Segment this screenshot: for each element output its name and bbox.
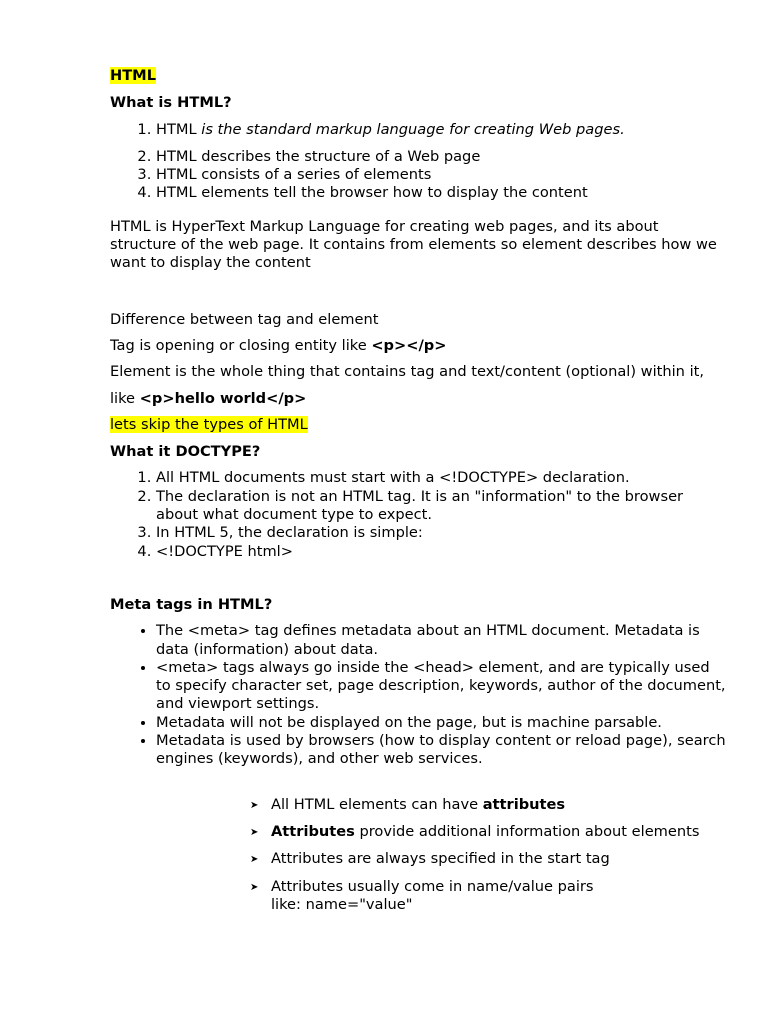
- like-example-line: [110, 390, 728, 408]
- tag-definition-line: [110, 337, 728, 355]
- list-item-text: Attributes usually come in name/value pairs: [271, 877, 594, 895]
- skip-note-text: lets skip the types of HTML: [110, 415, 308, 433]
- list-item: [156, 121, 728, 139]
- list-item: 4. HTML elements tell the browser how to display the content: [156, 184, 728, 202]
- list-item: [246, 878, 728, 915]
- list-item-text: provide additional information about elements: [354, 822, 700, 840]
- list-item: 2. The declaration is not an HTML tag. It is an "information" to the browser about what document type to expect.: [156, 488, 728, 525]
- difference-heading: Difference between tag and element: [110, 310, 379, 328]
- list-item: • <meta> tags always go inside the <head> element, and are typically used to specify character set, page description, keywords, author of the document, and viewport settings.: [156, 659, 728, 714]
- list-item: [246, 823, 728, 841]
- arrow-bullet-icon: ➤: [250, 881, 259, 893]
- meta-tags-heading: Meta tags in HTML?: [110, 595, 273, 613]
- meta-tags-list: [110, 622, 728, 768]
- element-code: <p>hello world</p>: [139, 389, 307, 407]
- list-item: 1. All HTML documents must start with a <!DOCTYPE> declaration.: [156, 469, 728, 487]
- summary-paragraph: HTML is HyperText Markup Language for creating web pages, and its about structure of the web page. It contains from elements so element describes how we want to display the content: [110, 217, 717, 272]
- arrow-bullet-icon: ➤: [250, 799, 259, 811]
- list-item: [246, 850, 728, 868]
- what-is-html-list: [110, 121, 728, 203]
- tag-code: <p></p>: [371, 336, 447, 354]
- doctype-list: [110, 469, 728, 560]
- element-definition-line: Element is the whole thing that contains tag and text/content (optional) within it,: [110, 363, 704, 381]
- list-item-text: HTML: [156, 120, 197, 138]
- list-item-bold: attributes: [482, 795, 566, 813]
- list-item-text: All HTML elements can have: [271, 795, 483, 813]
- list-item-text: like: name="value": [271, 895, 413, 913]
- list-item: • Metadata is used by browsers (how to display content or reload page), search engines (keywords), and other web services.: [156, 732, 728, 769]
- like-text: like: [110, 389, 140, 407]
- list-item: 4. <!DOCTYPE html>: [156, 543, 728, 561]
- list-item-text: Attributes are always specified in the start tag: [271, 850, 610, 868]
- list-item: 2. HTML describes the structure of a Web page: [156, 148, 728, 166]
- list-item: 3. HTML consists of a series of elements: [156, 166, 728, 184]
- skip-note: [110, 416, 728, 434]
- title-text: HTML: [110, 67, 156, 84]
- list-item: [246, 796, 728, 814]
- list-item-italic: is the standard markup language for creating Web pages.: [201, 120, 625, 138]
- tag-definition-text: Tag is opening or closing entity like: [110, 336, 372, 354]
- doctype-heading: What it DOCTYPE?: [110, 443, 261, 461]
- arrow-bullet-icon: ➤: [250, 854, 259, 866]
- what-is-html-heading: What is HTML?: [110, 94, 232, 112]
- arrow-bullet-icon: ➤: [250, 826, 259, 838]
- document-title: [110, 67, 728, 85]
- list-item: • The <meta> tag defines metadata about an HTML document. Metadata is data (information) about data.: [156, 622, 728, 659]
- list-item-bold: Attributes: [271, 822, 355, 840]
- list-item: 3. In HTML 5, the declaration is simple:: [156, 524, 728, 542]
- list-item: • Metadata will not be displayed on the page, but is machine parsable.: [156, 714, 728, 732]
- attributes-list: [110, 796, 728, 914]
